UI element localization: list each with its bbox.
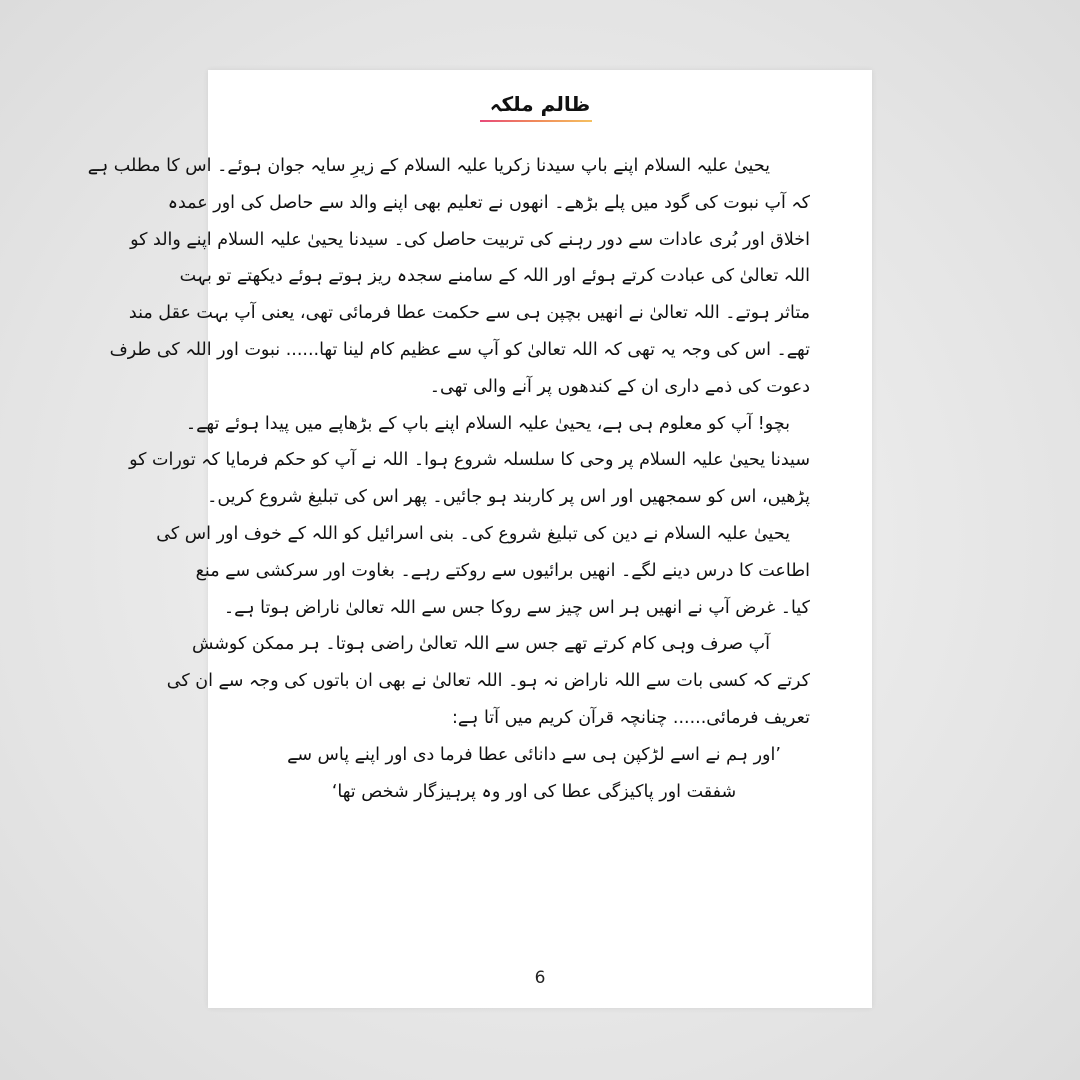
text-line: اطاعت کا درس دینے لگے۔ انھیں برائیوں سے روکتے رہے۔ بغاوت اور سرکشی سے منع <box>195 560 810 581</box>
text-line: یحییٰ علیہ السلام اپنے باپ سیدنا زکریا علیہ السلام کے زیرِ سایہ جوان ہوئے۔ اس کا مطلب ہے <box>87 156 770 176</box>
text-line: اللہ تعالیٰ کی عبادت کرتے ہوئے اور اللہ کے سامنے سجدہ ریز ہوتے ہوئے دیکھتے تو بہت <box>179 266 810 287</box>
quran-quote <box>258 737 810 811</box>
text-line: متاثر ہوتے۔ اللہ تعالیٰ نے انھیں بچپن ہی سے حکمت عطا فرمائی تھی، یعنی آپ بہت عقل مند <box>128 303 810 324</box>
book-page <box>87 70 872 1008</box>
text-line: آپ صرف وہی کام کرتے تھے جس سے اللہ تعالیٰ راضی ہوتا۔ ہر ممکن کوشش <box>191 634 770 655</box>
paragraph <box>185 406 810 443</box>
text-line: تھے۔ اس کی وجہ یہ تھی کہ اللہ تعالیٰ کو آپ سے عظیم کام لینا تھا...... نبوت اور اللہ کی طرف <box>109 339 810 360</box>
paragraph <box>166 626 810 736</box>
header-underline <box>480 120 592 122</box>
page-number: 6 <box>534 968 546 988</box>
text-line: کرتے کہ کسی بات سے اللہ ناراض نہ ہو۔ اللہ تعالیٰ نے بھی ان باتوں کی وجہ سے ان کی <box>166 671 810 692</box>
page-body <box>87 148 810 810</box>
text-line: کہ آپ نبوت کی گود میں پلے بڑھے۔ انھوں نے تعلیم بھی اپنے والد سے حاصل کی اور عمدہ <box>167 192 810 213</box>
paragraph <box>156 516 810 626</box>
paragraph <box>129 442 810 516</box>
text-line: پڑھیں، اس کو سمجھیں اور اس پر کاربند ہو جائیں۔ پھر اس کی تبلیغ شروع کریں۔ <box>207 487 810 508</box>
quote-line: شفقت اور پاکیزگی عطا کی اور وہ پرہیزگار شخص تھا‘ <box>331 781 737 802</box>
paragraph <box>87 148 810 406</box>
text-line: اخلاق اور بُری عادات سے دور رہنے کی تربیت حاصل کی۔ سیدنا یحییٰ علیہ السلام اپنے والد کو <box>130 229 810 250</box>
text-line: سیدنا یحییٰ علیہ السلام پر وحی کا سلسلہ شروع ہوا۔ اللہ نے آپ کو حکم فرمایا کہ تورات کو <box>129 450 810 471</box>
text-line: کیا۔ غرض آپ نے انھیں ہر اس چیز سے روکا جس سے اللہ تعالیٰ ناراض ہوتا ہے۔ <box>223 597 810 618</box>
text-line: دعوت کی ذمے داری ان کے کندھوں پر آنے والی تھی۔ <box>429 376 810 397</box>
text-line: یحییٰ علیہ السلام نے دین کی تبلیغ شروع کی۔ بنی اسرائیل کو اللہ کے خوف اور اس کی <box>156 523 790 544</box>
text-line: تعریف فرمائی...... چنانچہ قرآن کریم میں آتا ہے: <box>452 707 810 728</box>
page-header-title: ظالم ملکہ <box>489 92 591 116</box>
quote-line: ’اور ہم نے اسے لڑکپن ہی سے دانائی عطا فرما دی اور اپنے پاس سے <box>287 744 781 765</box>
text-line: بچو! آپ کو معلوم ہی ہے، یحییٰ علیہ السلام اپنے باپ کے بڑھاپے میں پیدا ہوئے تھے۔ <box>185 413 790 434</box>
